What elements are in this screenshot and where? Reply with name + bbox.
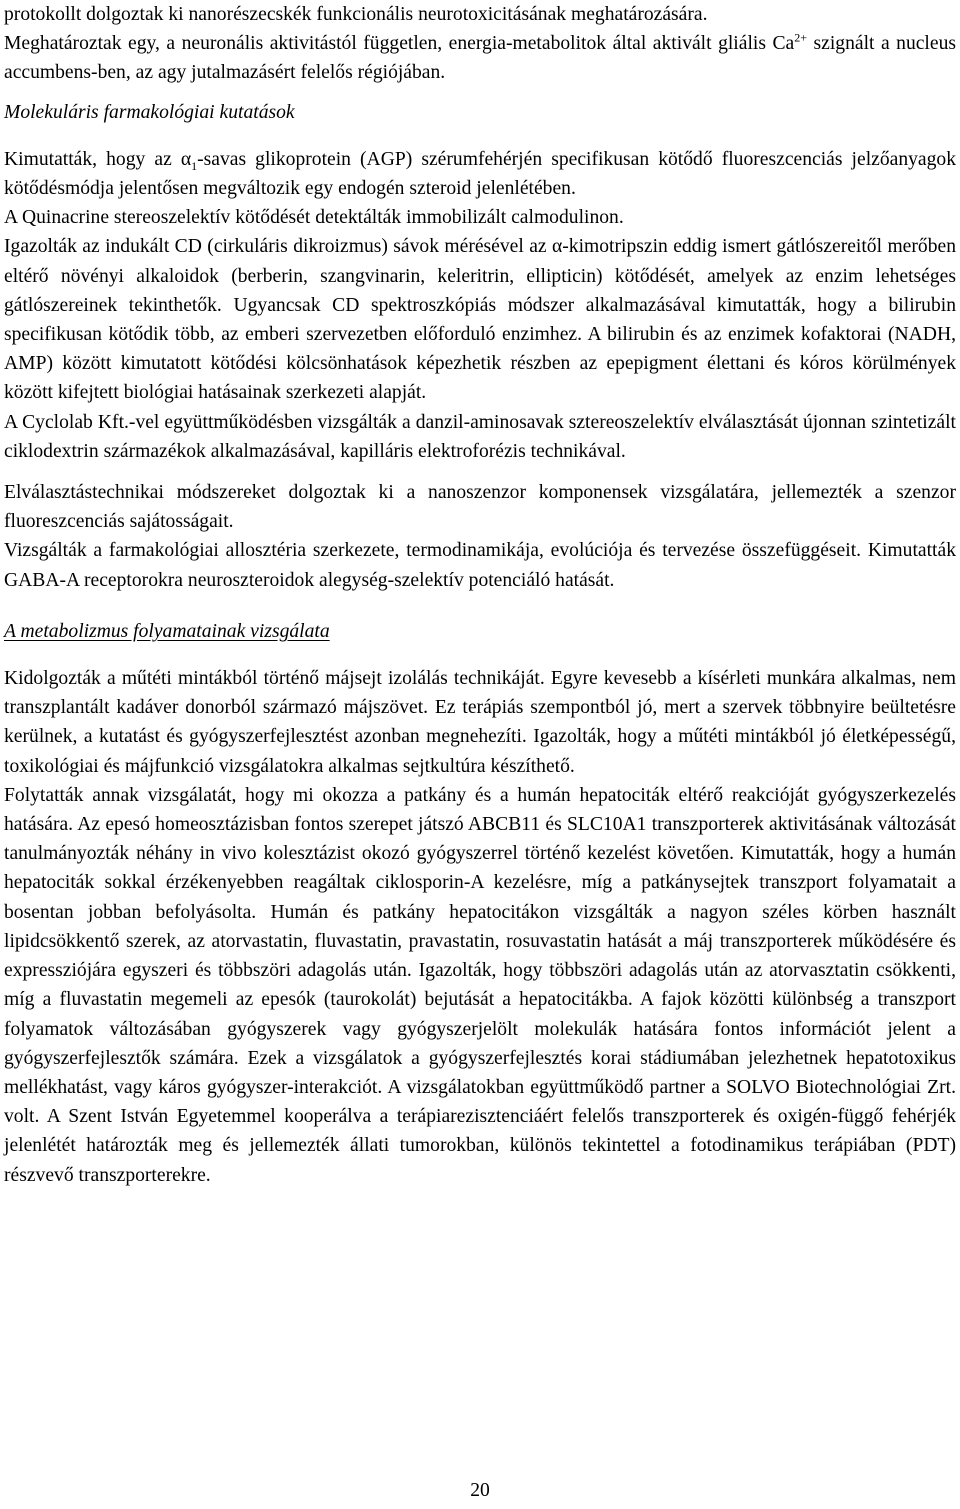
section1-paragraph-3: Igazolták az indukált CD (cirkuláris dikroizmus) sávok mérésével az α-kimotripszin eddig ismert gátlószereitől merőben eltérő növényi alkaloidok (berberin, szangvinarin, keleritrin, ellipticin) kötődését, amelyek az enzim lehetséges gátlószereinek tekinthetők. Ugyancsak CD spektroszkópiás módszer alkalmazásával kimutatták, hogy a bilirubin specifikusan kötődik több, az emberi szervezetben előforduló enzimhez. A bilirubin és az enzimek kofaktorai (NADH, AMP) között kimutatott kötődési kölcsönhatások képezhetik részben az epepigment élettani és kóros körülmények között kifejtett biológiai hatásainak szerkezeti alapját. xyxy=(4,236,956,404)
section1-paragraph-4: A Cyclolab Kft.-vel együttműködésben vizsgálták a danzil-aminosavak sztereoszelektív elválasztását újonnan szintetizált ciklodextrin származékok alkalmazásával, kapilláris elektroforézis technikával. xyxy=(4,411,956,462)
section1-paragraph-2: A Quinacrine stereoszelektív kötődését detektálták immobilizált calmodulinon. xyxy=(4,207,624,229)
section-heading-molecular-pharmacology: Molekuláris farmakológiai kutatások xyxy=(4,101,295,123)
section1-paragraph-1 xyxy=(4,145,956,203)
section1-p1-subscript: 1 xyxy=(191,158,198,173)
section2-paragraph-1: Kidolgozták a műtéti mintákból történő májsejt izolálás technikáját. Egyre kevesebb a kísérleti munkára alkalmas, nem transzplantált kadáver donorból származó májszövet. Ez terápiás szempontból jó, mert a szervek többnyire beültetésre kerülnek, a kutatást és gyógyszerfejlesztést azonban megnehezíti. Igazolták, hogy a műtéti mintákból jó életképességű, toxikológiai és májfunkció vizsgálatokra alkalmas sejtkultúra készíthető. xyxy=(4,668,956,777)
section1-p1-text-a: Kimutatták, hogy az α xyxy=(4,148,192,170)
intro-paragraph-1 xyxy=(4,0,956,29)
intro-paragraph-2 xyxy=(4,29,956,87)
section-heading-metabolism: A metabolizmus folyamatainak vizsgálata xyxy=(4,620,330,642)
intro-p2-superscript: 2+ xyxy=(794,30,808,45)
intro-p2-text-a: Meghatároztak egy, a neuronális aktivitástól független, energia-metabolitok által aktivált gliális Ca xyxy=(4,33,795,55)
intro-line-1: protokollt dolgoztak ki nanorészecskék funkcionális neurotoxicitásának meghatározására. xyxy=(4,4,708,25)
section1-paragraph-5: Elválasztástechnikai módszereket dolgoztak ki a nanoszenzor komponensek vizsgálatára, jellemezték a szenzor fluoreszcenciás sajátosságait. xyxy=(4,482,956,533)
section2-paragraph-2: Folytatták annak vizsgálatát, hogy mi okozza a patkány és a humán hepatociták eltérő reakcióját gyógyszerkezelés hatására. Az epesó homeosztázisban fontos szerepet játszó ABCB11 és SLC10A1 transzporterek aktivitásának változását tanulmányozták néhány in vivo kolesztázist okozó gyógyszerrel történő kezelést követően. Kimutatták, hogy a humán hepatociták sokkal érzékenyebben reagáltak ciklosporin-A kezelésre, míg a patkánysejtek transzport folyamatait a bosentan jobban befolyásolta. Humán és patkány hepatocitákon vizsgálták a nagyon széles körben használt lipidcsökkentő szerek, az atorvastatin, fluvastatin, pravastatin, rosuvastatin hatását a máj transzporterek működésére és expressziójára egyszeri és többszöri adagolás után. Igazolták, hogy többszöri adagolás után az atorvasztatin csökkenti, míg a fluvastatin megemeli az epesók (taurokolát) bejutását a hepatocitákba. A fajok közötti különbség a transzport folyamatok változásában gyógyszerek vagy gyógyszerjelölt molekulák hatására fontos információt jelent a gyógyszerfejlesztők számára. Ezek a vizsgálatok a gyógyszerfejlesztés korai stádiumában jelezhetnek hepatotoxikus mellékhatást, vagy káros gyógyszer-interakciót. A vizsgálatokban együttműködő partner a SOLVO Biotechnológiai Zrt. volt. A Szent István Egyetemmel kooperálva a terápiarezisztenciáért felelős transzporterek és oxigén-függő fehérjék jelenlétét határozták meg és jellemezték állati tumorokban, különös tekintettel a fotodinamikus terápiában (PDT) részvevő transzporterekre. xyxy=(4,784,956,1186)
document-page xyxy=(4,0,956,1190)
section1-p1-text-b: -savas glikoprotein (AGP) szérumfehérjén specifikusan kötődő fluoreszcenciás jelzőanyagok kötődésmódja jelentősen megváltozik egy endogén szteroid jelenlétében. xyxy=(4,148,957,200)
page-number: 20 xyxy=(470,1480,490,1501)
section1-paragraph-6: Vizsgálták a farmakológiai allosztéria szerkezete, termodinamikája, evolúciója és tervezése összefüggéseit. Kimutatták GABA-A receptorokra neuroszteroidok alegység-szelektív potenciáló hatását. xyxy=(4,540,956,591)
intro-p2-text-b: szignált a nucleus accumbens-ben, az agy jutalmazásért felelős régiójában. xyxy=(4,33,956,84)
